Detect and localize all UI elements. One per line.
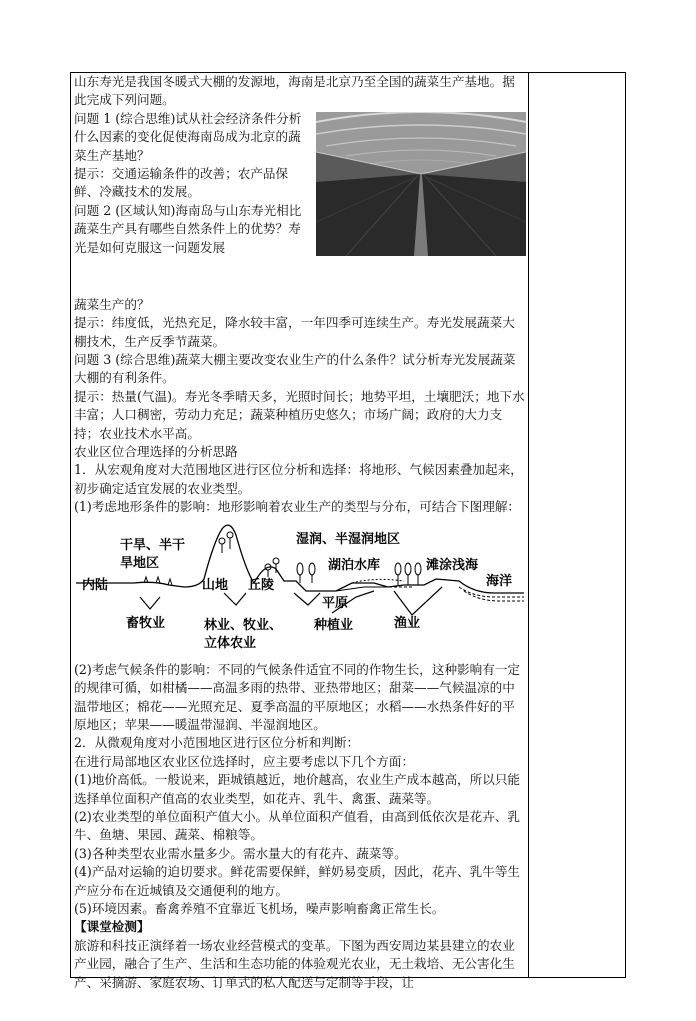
point-1: 1．从宏观角度对大范围地区进行区位分析和选择：将地形、气候因素叠加起来，初步确定适宜发展的农业类型。: [74, 462, 523, 496]
plain-label: 平原: [322, 595, 349, 611]
point-2-lead: 在进行局部地区农业区位选择时，应主要考虑以下几个方面：: [74, 753, 415, 769]
terrain-diagram: [74, 521, 526, 659]
lake-label: 湖泊水库: [328, 557, 381, 573]
question-2-tail: 蔬菜生产的？: [74, 296, 150, 312]
check-text: 旅游和科技正演绎着一场农业经营模式的变革。下图为西安周边某县建立的农业产业园，融合了生产、生活和生态功能的体验观光农业，无土栽培、无公害化生产、采摘游、家庭农场、订单式的私人配送与定制等手段，让: [74, 937, 515, 990]
section-title: 农业区位合理选择的分析思路: [74, 444, 238, 460]
tidal-label: 滩涂浅海: [426, 557, 479, 573]
float-text: [74, 110, 310, 257]
column-divider: [528, 72, 529, 978]
inland-label: 内陆: [82, 577, 109, 593]
check-title: 【课堂检测】: [74, 919, 150, 935]
answer-2: 提示：纬度低，光热充足，降水较丰富，一年四季可连续生产。寿光发展蔬菜大棚技术，生产反季节蔬菜。: [74, 315, 515, 349]
answer-3: 提示：热量(气温)。寿光冬季晴天多，光照时间长；地势平坦，土壤肥沃；地下水丰富；人口稠密，劳动力充足；蔬菜种植历史悠久；市场广阔；政府的大力支持；农业技术水平高。: [74, 388, 525, 441]
point-2-2: (2)农业类型的单位面积产值大小。从单位面积产值看，由高到低依次是花卉、乳牛、鱼塘、果园、蔬菜、棉粮等。: [74, 808, 521, 843]
point-2: 2．从微观角度对小范围地区进行区位分析和判断：: [74, 735, 360, 751]
question-block: [74, 110, 526, 314]
humid-label: 湿润、半湿润地区: [296, 531, 401, 547]
point-1-2: (2)考虑气候条件的影响：不同的气候条件适宜不同的作物生长，这种影响有一定的规律可循，如柑橘——高温多雨的热带、亚热带地区；甜菜——气候温凉的中温带地区；棉花——光照充足、夏季高温的平原地区；水稻——水热条件好的平原地区；苹果——暖温带湿润、半湿润地区。: [74, 661, 521, 732]
fishery-label: 渔业: [394, 615, 421, 631]
mountain-label: 山地: [202, 577, 229, 593]
point-2-3: (3)各种类型农业需水量多少。需水量大的有花卉、蔬菜等。: [74, 845, 407, 861]
hill-label: 丘陵: [248, 577, 275, 593]
question-2: 问题 2 (区域认知)海南岛与山东寿光相比蔬菜生产具有哪些自然条件上的优势？寿光是如何克服这一问题发展: [74, 202, 302, 255]
question-3: 问题 3 (综合思维)蔬菜大棚主要改变农业生产的什么条件？试分析寿光发展蔬菜大棚的有利条件。: [74, 352, 516, 386]
intro-paragraph: 山东寿光是我国冬暖式大棚的发源地，海南是北京乃至全国的蔬菜生产基地。据此完成下列问题。: [74, 74, 515, 108]
ocean-label: 海洋: [486, 573, 513, 589]
planting-label: 种植业: [314, 617, 354, 633]
arid-label-line1: 干旱、半干: [120, 537, 186, 553]
pastoral-label: 畜牧业: [126, 615, 166, 631]
point-2-4: (4)产品对运输的迫切要求。鲜花需要保鲜，鲜奶易变质，因此，花卉、乳牛等生产应分布在近城镇及交通便利的地方。: [74, 864, 521, 898]
point-1-1: (1)考虑地形条件的影响：地形影响着农业生产的类型与分布，可结合下图理解：: [74, 499, 521, 515]
greenhouse-photo: [316, 112, 526, 256]
point-2-1: (1)地价高低。一般说来，距城镇越近，地价越高，农业生产成本越高，所以只能选择单位面积产值高的农业类型，如花卉、乳牛、禽蛋、蔬菜等。: [74, 772, 521, 806]
forestry-label-line1: 林业、牧业、: [204, 617, 283, 633]
point-2-5: (5)环境因素。畜禽养殖不宜靠近飞机场，噪声影响畜禽正常生长。: [74, 900, 445, 916]
question-1: 问题 1 (综合思维)试从社会经济条件分析什么因素的变化促使海南岛成为北京的蔬菜生产基地？: [74, 110, 302, 163]
forestry-label-line2: 立体农业: [204, 635, 257, 651]
main-cell: [74, 73, 526, 992]
arid-label-line2: 旱地区: [120, 555, 160, 571]
answer-1: 提示：交通运输条件的改善；农产品保鲜、冷藏技术的发展。: [74, 166, 289, 200]
